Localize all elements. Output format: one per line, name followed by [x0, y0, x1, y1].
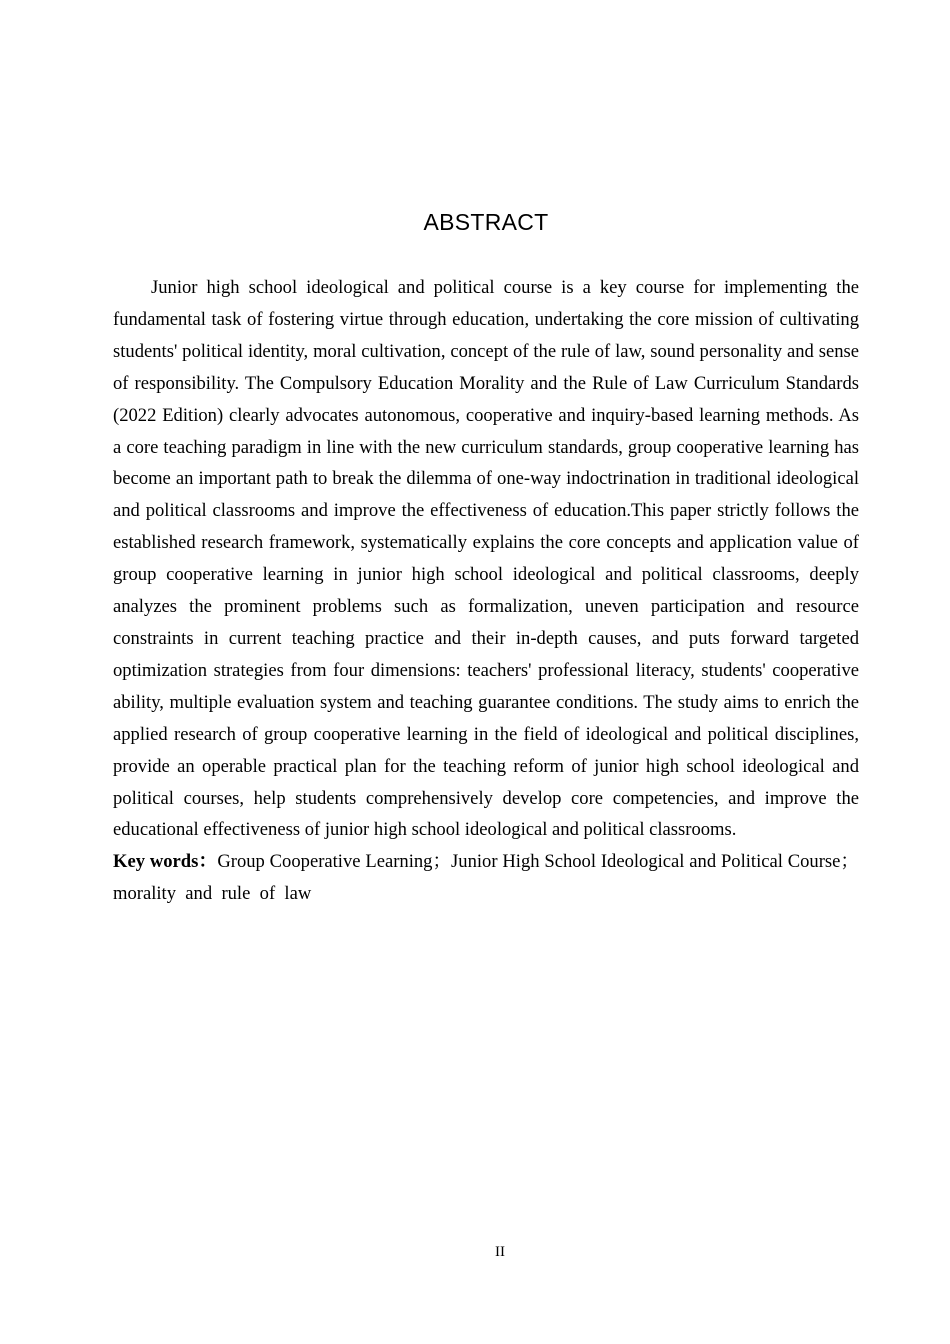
keywords-label: Key words：	[113, 851, 218, 873]
keywords-paragraph	[113, 846, 859, 910]
abstract-title: ABSTRACT	[423, 209, 549, 235]
abstract-paragraph: Junior high school ideological and political course is a key course for implementing the fundamental task of fostering virtue through education, undertaking the core mission of cultivating students' political identity, moral cultivation, concept of the rule of law, sound personality and sense of responsibility. The Compulsory Education Morality and the Rule of Law Curriculum Standards (2022 Edition) clearly advocates autonomous, cooperative and inquiry-based learning methods. As a core teaching paradigm in line with the new curriculum standards, group cooperative learning has become an important path to break the dilemma of one-way indoctrination in traditional ideological and political classrooms and improve the effectiveness of education.This paper strictly follows the established research framework, systematically explains the core concepts and application value of group cooperative learning in junior high school ideological and political classrooms, deeply analyzes the prominent problems such as formalization, uneven participation and resource constraints in current teaching practice and their in-depth causes, and puts forward targeted optimization strategies from four dimensions: teachers' professional literacy, students' cooperative ability, multiple evaluation system and teaching guarantee conditions. The study aims to enrich the applied research of group cooperative learning in the field of ideological and political disciplines, provide an operable practical plan for the teaching reform of junior high school ideological and political courses, help students comprehensively develop core competencies, and improve the educational effectiveness of junior high school ideological and political classrooms.	[113, 277, 859, 841]
keywords-text: Group Cooperative Learning；Junior High School Ideological and Political Course；morality and rule of law	[113, 851, 860, 905]
abstract-body	[113, 272, 859, 910]
page-number: II	[495, 1244, 505, 1260]
